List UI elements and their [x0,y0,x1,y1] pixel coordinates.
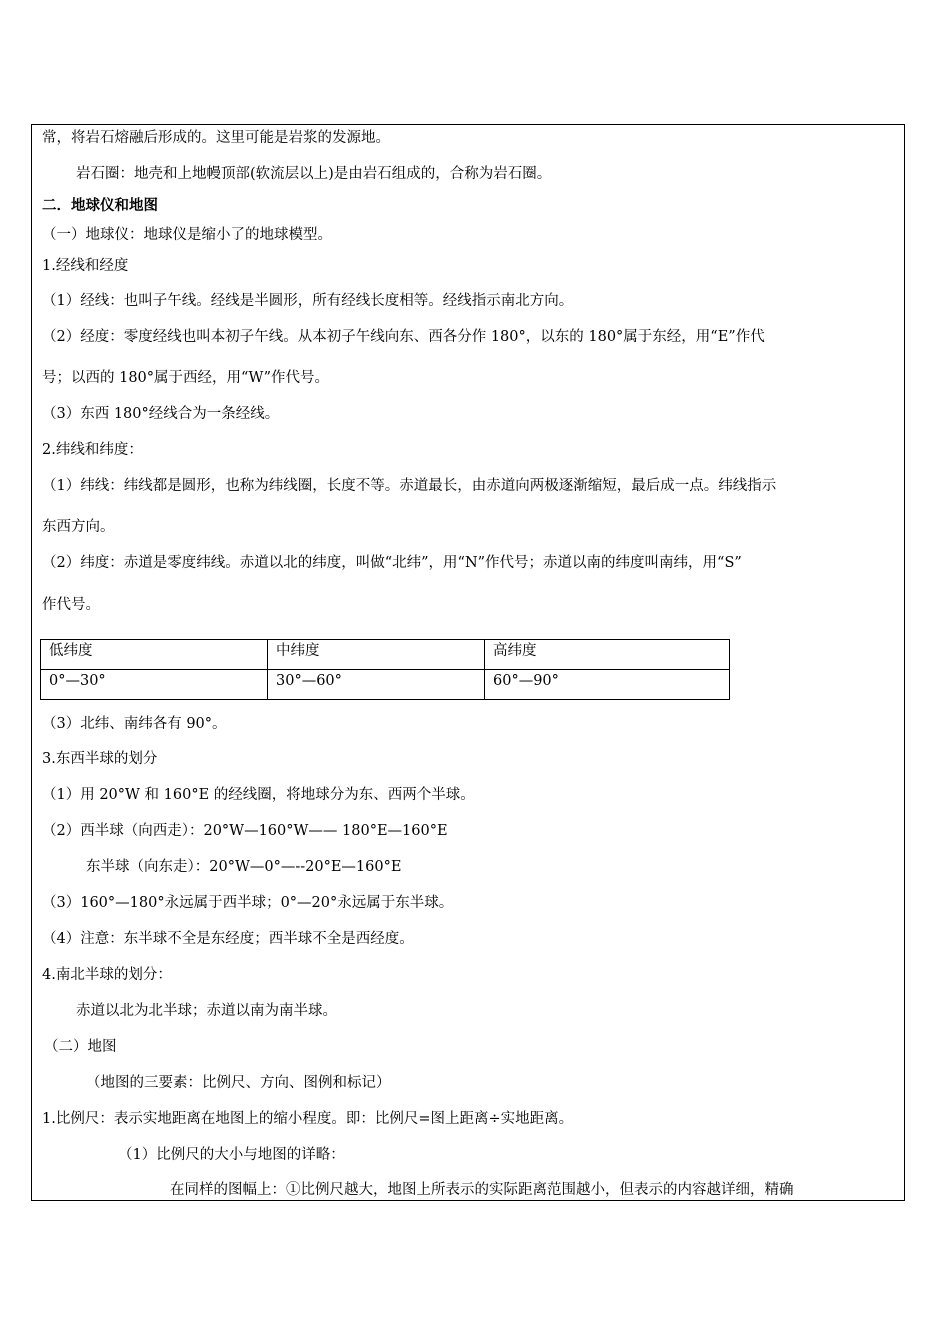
subsection-heading: （一）地球仪：地球仪是缩小了的地球模型。 [42,227,332,243]
text-line: 在同样的图幅上：①比例尺越大，地图上所表示的实际距离范围越小，但表示的内容越详细，精确 [170,1182,794,1198]
latitude-table [40,639,730,700]
table-row [41,670,730,700]
table-header-cell: 低纬度 [41,640,268,670]
text-line: 东半球（向东走）：20°W—0°—--20°E—160°E [86,859,402,875]
table-cell: 0°—30° [41,670,268,700]
table-cell: 30°—60° [268,670,485,700]
numbered-heading: 4.南北半球的划分： [42,967,172,983]
text-line: 常，将岩石熔融后形成的。这里可能是岩浆的发源地。 [42,130,390,146]
numbered-heading: 2.纬线和纬度： [42,442,143,458]
text-line: （2）纬度：赤道是零度纬线。赤道以北的纬度，叫做“北纬”，用“N”作代号；赤道以南的纬度叫南纬，用“S” [42,555,742,571]
numbered-heading: 1.经线和经度 [42,258,129,274]
table-row [41,640,730,670]
table-header-cell: 高纬度 [485,640,730,670]
text-line: 作代号。 [42,597,100,613]
text-line: （3）160°—180°永远属于西半球；0°—20°永远属于东半球。 [42,895,454,911]
text-line: 岩石圈：地壳和上地幔顶部(软流层以上)是由岩石组成的，合称为岩石圈。 [76,166,552,182]
text-line: 号；以西的 180°属于西经，用“W”作代号。 [42,370,330,386]
text-line: （1）比例尺的大小与地图的详略： [118,1147,345,1163]
text-line: 东西方向。 [42,519,115,535]
table-cell: 60°—90° [485,670,730,700]
text-line: （3）东西 180°经线合为一条经线。 [42,406,280,422]
table-header-cell: 中纬度 [268,640,485,670]
subsection-heading: （二）地图 [44,1039,117,1055]
text-line: 赤道以北为北半球；赤道以南为南半球。 [76,1003,337,1019]
numbered-heading: 3.东西半球的划分 [42,751,158,767]
text-line: （2）经度：零度经线也叫本初子午线。从本初子午线向东、西各分作 180°，以东的 180°属于东经，用“E”作代 [42,329,765,345]
text-line: （3）北纬、南纬各有 90°。 [42,716,227,732]
text-line: （1）用 20°W 和 160°E 的经线圈，将地球分为东、西两个半球。 [42,787,475,803]
text-line: （4）注意：东半球不全是东经度；西半球不全是西经度。 [42,931,414,947]
numbered-heading: 1.比例尺：表示实地距离在地图上的缩小程度。即：比例尺=图上距离÷实地距离。 [42,1111,574,1127]
text-line: （2）西半球（向西走）：20°W—160°W—— 180°E—160°E [42,823,448,839]
text-line: （1）经线：也叫子午线。经线是半圆形，所有经线长度相等。经线指示南北方向。 [42,293,574,309]
section-heading: 二．地球仪和地图 [42,197,158,214]
text-line: （地图的三要素：比例尺、方向、图例和标记） [86,1075,391,1091]
text-line: （1）纬线：纬线都是圆形，也称为纬线圈，长度不等。赤道最长，由赤道向两极逐渐缩短，最后成一点。纬线指示 [42,478,777,494]
